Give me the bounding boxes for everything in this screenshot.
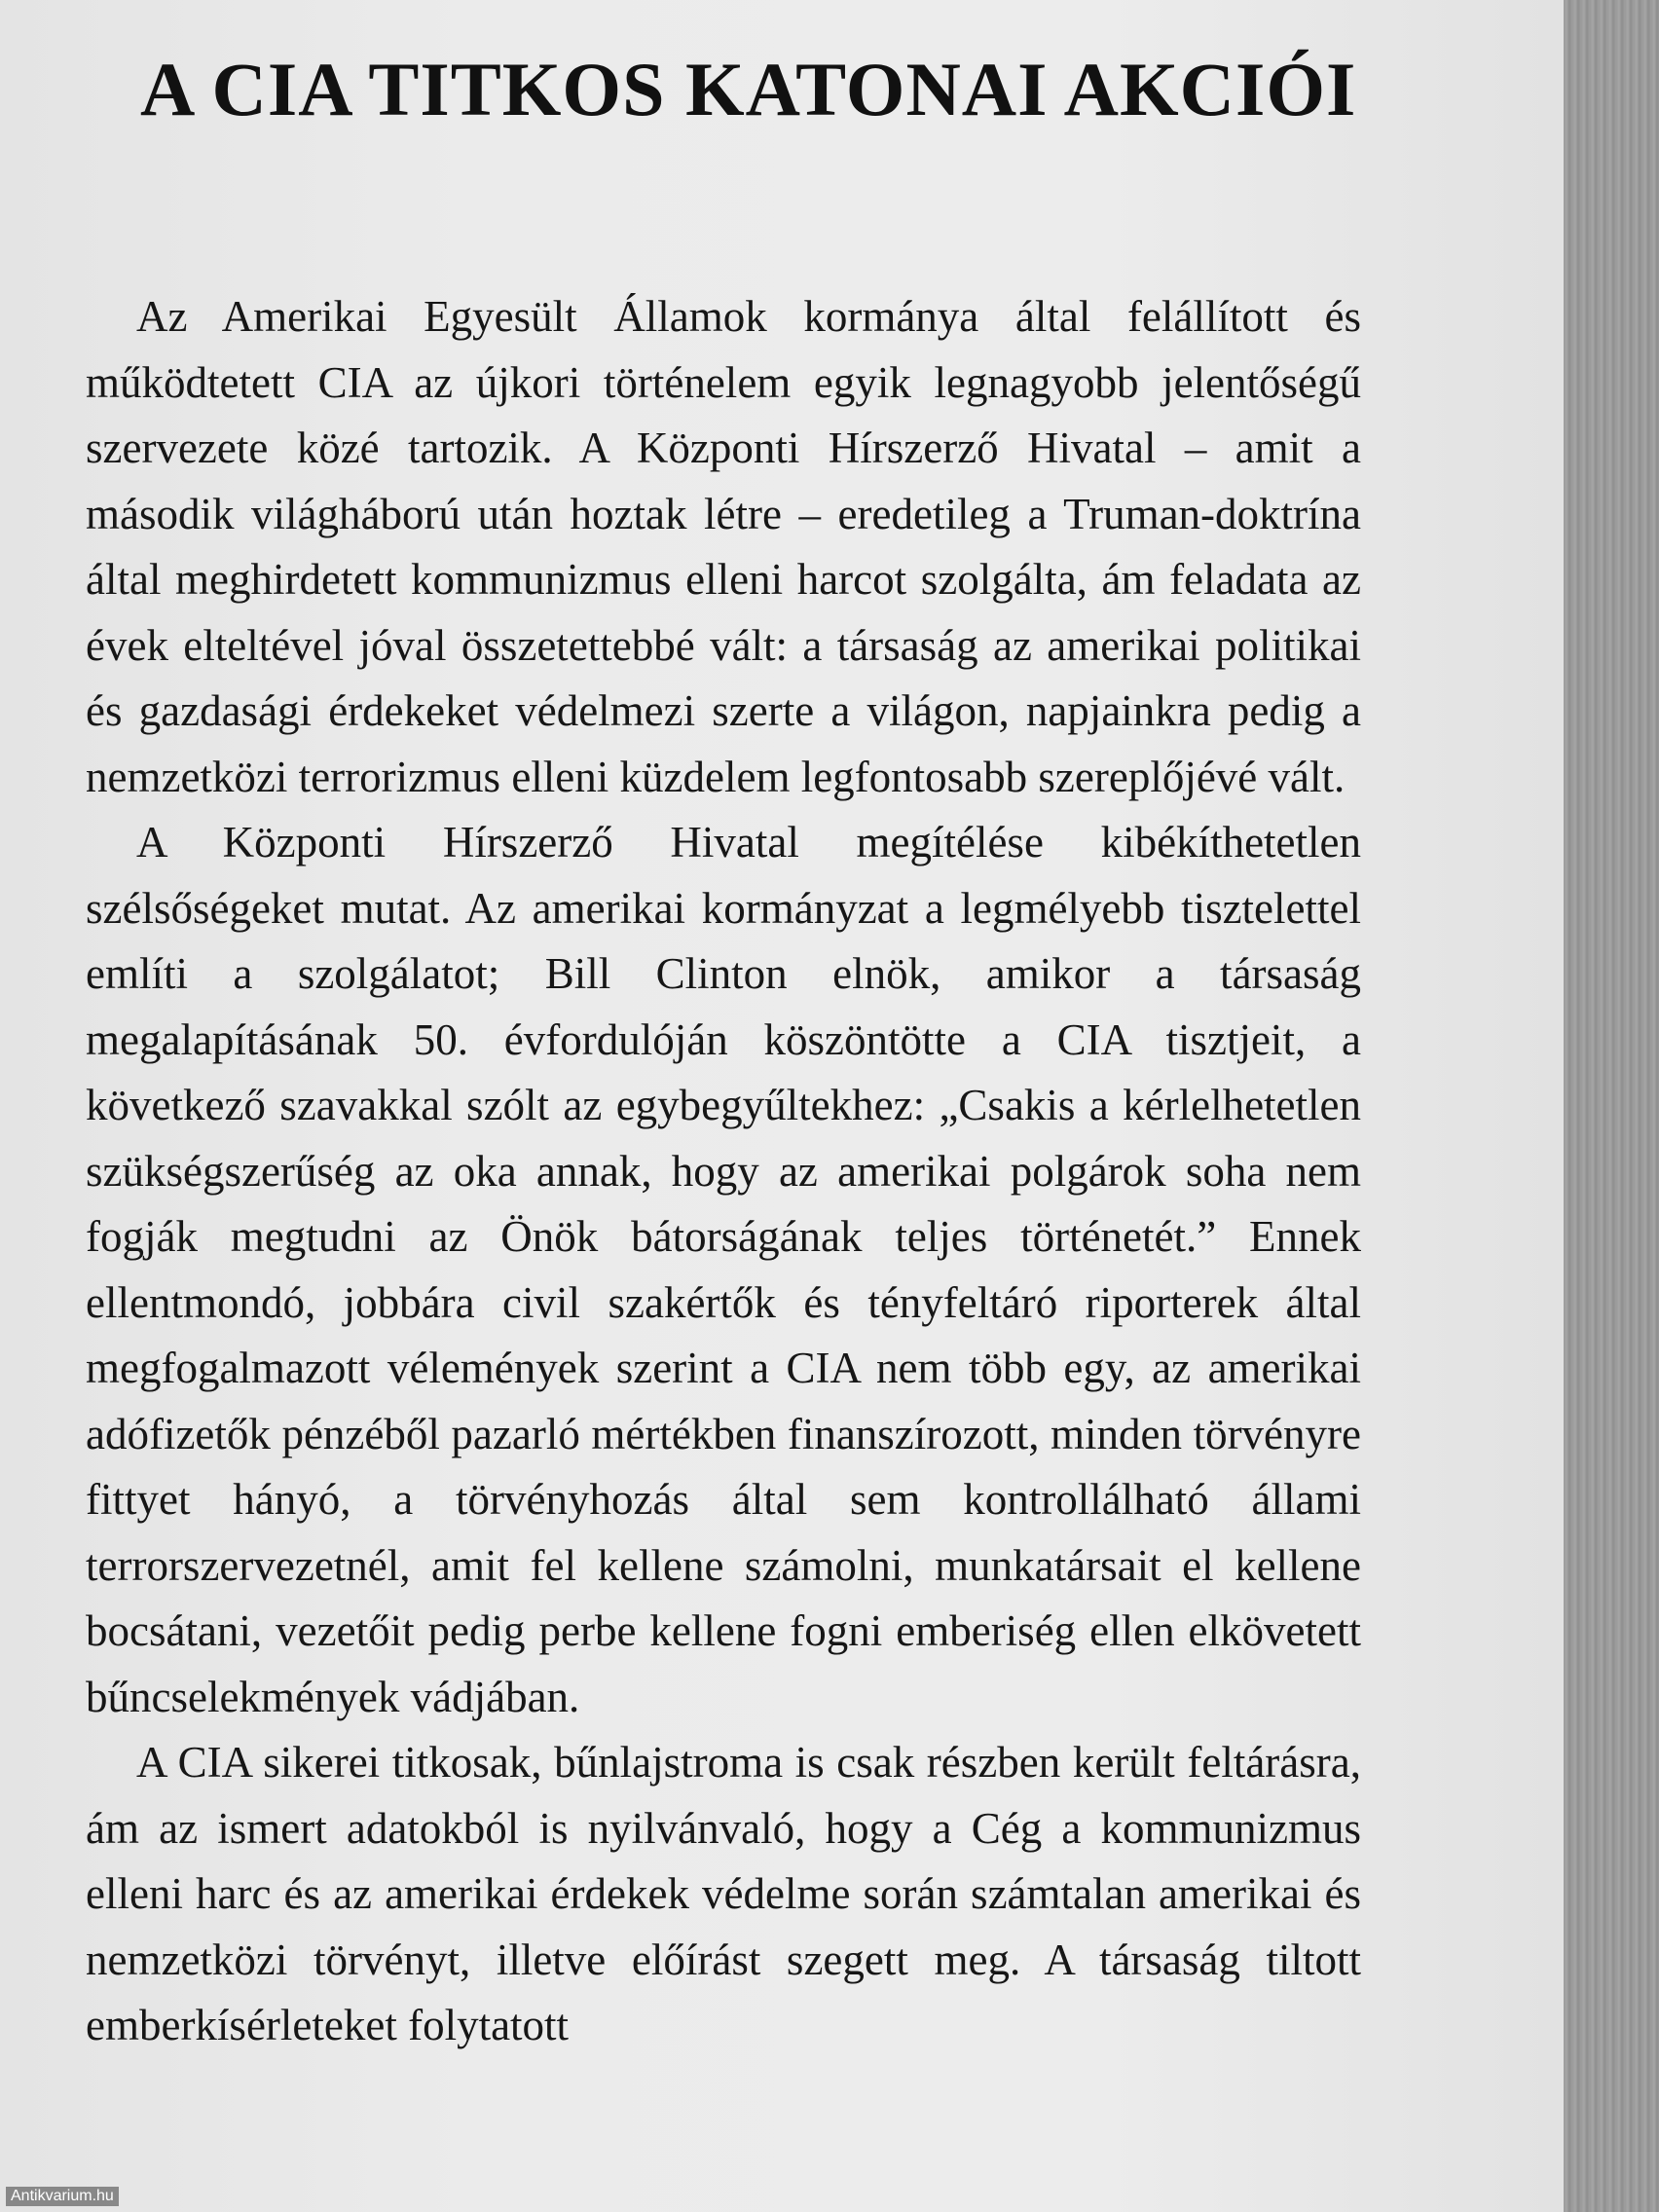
paragraph-3: A CIA sikerei titkosak, bűnlajstroma is csak részben került feltárásra, ám az ismert adatokból is nyilvánvaló, hogy a Cég a kommunizmus elleni harc és az amerikai érdekek védelme során számtalan amerikai és nemzetközi törvényt, illetve előírást szegett meg. A társaság tiltott emberkísérleteket folytatott bbox=[86, 1738, 1361, 2049]
page-content bbox=[86, 43, 1361, 2059]
watermark-label: Antikvarium.hu bbox=[6, 2187, 119, 2206]
paragraph-2: A Központi Hírszerző Hivatal megítélése kibékíthetetlen szélsőségeket mutat. Az amerikai kormányzat a legmélyebb tisztelettel említi a szolgálatot; Bill Clinton elnök, amikor a társaság megalapításának 50. évfordulóján köszöntötte a CIA tisztjeit, a következő szavakkal szólt az egybegyűltekhez: „Csakis a kérlelhetetlen szükségszerűség az oka annak, hogy az amerikai polgárok soha nem fogják megtudni az Önök bátorságának teljes történetét.” Ennek ellentmondó, jobbára civil szakértők és tényfeltáró riporterek által megfogalmazott vélemények szerint a CIA nem több egy, az amerikai adófizetők pénzéből pazarló mértékben finanszírozott, minden törvényre fittyet hányó, a törvényhozás által sem kontrollálható állami terrorszervezetnél, amit fel kellene számolni, munkatársait el kellene bocsátani, vezetőit pedig perbe kellene fogni emberiség ellen elkövetett bűncselekmények vádjában. bbox=[86, 818, 1361, 1721]
chapter-title: A CIA TITKOS KATONAI AKCIÓI bbox=[140, 47, 1357, 131]
body-text bbox=[86, 284, 1361, 2059]
paragraph-1: Az Amerikai Egyesült Államok kormánya által felállított és működtetett CIA az újkori történelem egyik legnagyobb jelentőségű szervezete közé tartozik. A Központi Hírszerző Hivatal – amit a második világháború után hoztak létre – eredetileg a Truman-doktrína által meghirdetett kommunizmus elleni harcot szolgálta, ám feladata az évek elteltével jóval összetettebbé vált: a társaság az amerikai politikai és gazdasági érdekeket védelmezi szerte a világon, napjainkra pedig a nemzetközi terrorizmus elleni küzdelem legfontosabb szereplőjévé vált. bbox=[86, 292, 1361, 801]
page-stack-edge bbox=[1564, 0, 1659, 2212]
